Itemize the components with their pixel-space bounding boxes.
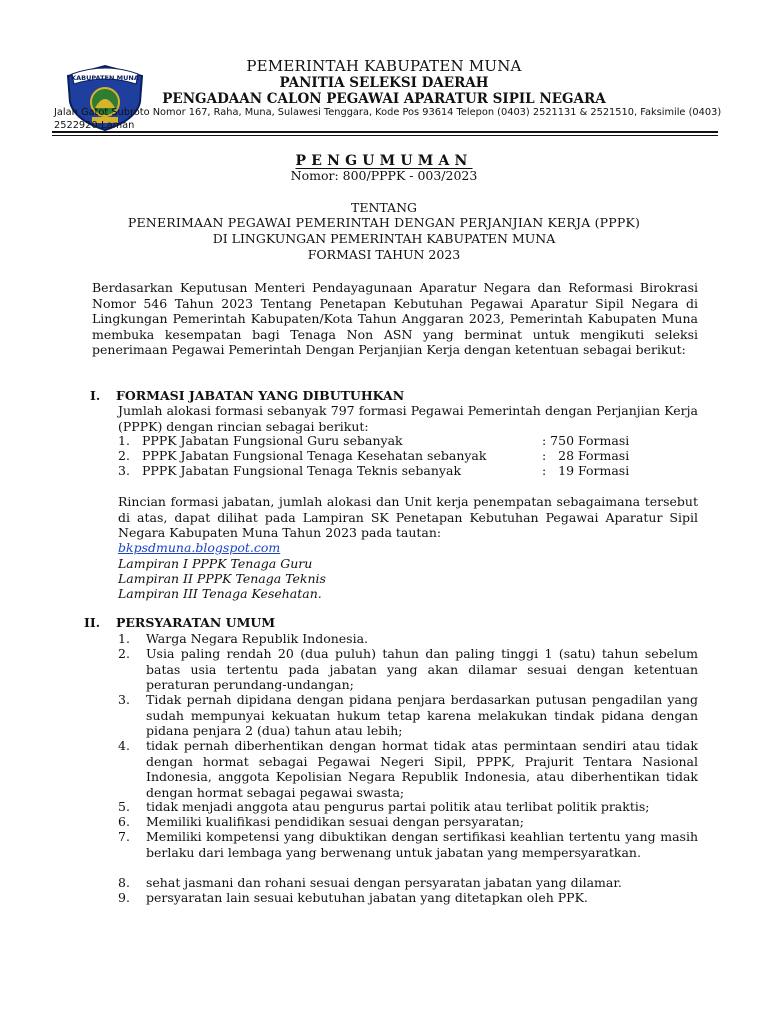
- list-item-label: PPPK Jabatan Fungsional Tenaga Kesehatan sebanyak: [142, 448, 487, 463]
- header-line-1: PEMERINTAH KABUPATEN MUNA: [246, 57, 522, 75]
- list-item-text: Usia paling rendah 20 (dua puluh) tahun dan paling tinggi 1 (satu) tahun sebelum batas usia tertentu pada jabatan yang akan dilamar sesuai dengan ketentuan peraturan perundang-undangan;: [146, 646, 698, 692]
- list-item-text: tidak menjadi anggota atau pengurus partai politik atau terlibat politik praktis;: [146, 799, 650, 814]
- list-item-number: 7.: [118, 829, 130, 844]
- list-item-text: tidak pernah diberhentikan dengan hormat tidak atas permintaan sendiri atau tidak dengan hormat sebagai Pegawai Negeri Sipil, PPPK, Prajurit Tentara Nasional Indonesia, anggota Kepolisian Negara Republik Indonesia, atau diberhentikan tidak dengan hormat sebagai pegawai swasta;: [146, 738, 698, 800]
- blog-link-text[interactable]: bkpsdmuna.blogspot.com: [118, 540, 281, 555]
- subject-label: TENTANG: [350, 200, 417, 215]
- list-item: [118, 738, 698, 800]
- section-1-detail: Rincian formasi jabatan, jumlah alokasi dan Unit kerja penempatan sebagaimana tersebut di atas, dapat dilihat pada Lampiran SK Penetapan Kebutuhan Pegawai Aparatur Sipil Negara Kabupaten Muna Tahun 2023 pada tautan:: [118, 494, 698, 540]
- list-item: [118, 631, 698, 647]
- list-item: [118, 646, 698, 693]
- list-item-text: Memiliki kompetensi yang dibuktikan dengan sertifikasi keahlian tertentu yang masih berlaku dari lembaga yang berwenang untuk jabatan yang mempersyaratkan.: [146, 829, 698, 860]
- list-item-number: 8.: [118, 875, 130, 890]
- attachment-2: Lampiran II PPPK Tenaga Teknis: [118, 571, 326, 586]
- list-item-number: 1.: [118, 631, 130, 646]
- section-1-title: FORMASI JABATAN YANG DIBUTUHKAN: [116, 388, 405, 403]
- section-1-intro: Jumlah alokasi formasi sebanyak 797 formasi Pegawai Pemerintah dengan Perjanjian Kerja (PPPK) dengan rincian sebagai berikut:: [118, 403, 698, 434]
- list-item: [118, 890, 698, 906]
- list-item-number: 5.: [118, 799, 130, 814]
- header-rule-thin: [52, 135, 718, 136]
- list-item: [118, 814, 698, 830]
- section-1-number: I.: [90, 388, 101, 403]
- blog-link[interactable]: [118, 540, 280, 556]
- list-item-number: 1.: [118, 433, 130, 448]
- section-2-number: II.: [84, 615, 101, 630]
- list-item-text: persyaratan lain sesuai kebutuhan jabatan yang ditetapkan oleh PPK.: [146, 890, 588, 905]
- list-item-text: sehat jasmani dan rohani sesuai dengan persyaratan jabatan yang dilamar.: [146, 875, 622, 890]
- list-item-value: : 19 Formasi: [542, 463, 630, 478]
- document-number: Nomor: 800/PPPK - 003/2023: [290, 168, 478, 183]
- header-line-2: PANITIA SELEKSI DAERAH: [279, 75, 489, 91]
- list-item-label: PPPK Jabatan Fungsional Guru sebanyak: [142, 433, 403, 448]
- subject-line-1: PENERIMAAN PEGAWAI PEMERINTAH DENGAN PERJANJIAN KERJA (PPPK): [127, 215, 641, 230]
- attachment-1: Lampiran I PPPK Tenaga Guru: [118, 556, 313, 571]
- list-item-number: 9.: [118, 890, 130, 905]
- attachment-3: Lampiran III Tenaga Kesehatan.: [118, 586, 322, 601]
- list-item: [118, 799, 698, 815]
- list-item-number: 4.: [118, 738, 130, 753]
- list-item-number: 2.: [118, 448, 130, 463]
- list-item-number: 6.: [118, 814, 130, 829]
- logo-text: KABUPATEN MUNA: [71, 74, 139, 82]
- list-item: [118, 692, 698, 739]
- intro-paragraph: Berdasarkan Keputusan Menteri Pendayagunaan Aparatur Negara dan Reformasi Birokrasi Nomor 546 Tahun 2023 Tentang Penetapan Kebutuhan Pegawai Aparatur Sipil Negara di Lingkungan Pemerintah Kabupaten/Kota Tahun Anggaran 2023, Pemerintah Kabupaten Muna membuka kesempatan bagi Tenaga Non ASN yang berminat untuk mengikuti seleksi penerimaan Pegawai Pemerintah Dengan Perjanjian Kerja dengan ketentuan sebagai berikut:: [92, 280, 698, 357]
- list-item-text: Memiliki kualifikasi pendidikan sesuai dengan persyaratan;: [146, 814, 525, 829]
- document-title: PENGUMUMAN: [295, 153, 473, 169]
- header-address: Jalan Gatot Subroto Nomor 167, Raha, Muna, Sulawesi Tenggara, Kode Pos 93614 Telepon (0403) 2521131 & 2521510, Faksimile (0403) 2522920-Laman: [54, 107, 722, 131]
- list-item-label: PPPK Jabatan Fungsional Tenaga Teknis sebanyak: [142, 463, 462, 478]
- subject-line-2: DI LINGKUNGAN PEMERINTAH KABUPATEN MUNA: [212, 231, 556, 246]
- subject-line-3: FORMASI TAHUN 2023: [307, 247, 461, 262]
- list-item-number: 3.: [118, 692, 130, 707]
- list-item-number: 3.: [118, 463, 130, 478]
- list-item-text: Tidak pernah dipidana dengan pidana penjara berdasarkan putusan pengadilan yang sudah mempunyai kekuatan hukum tetap karena melakukan tindak pidana dengan pidana penjara 2 (dua) tahun atau lebih;: [146, 692, 698, 738]
- header-rule-thick: [52, 131, 718, 133]
- list-item-value: : 28 Formasi: [542, 448, 630, 463]
- list-item: [118, 829, 698, 860]
- list-item: [118, 875, 698, 891]
- list-item-value: : 750 Formasi: [542, 433, 630, 448]
- header-line-3: PENGADAAN CALON PEGAWAI APARATUR SIPIL NEGARA: [162, 91, 606, 107]
- list-item-number: 2.: [118, 646, 130, 661]
- section-2-title: PERSYARATAN UMUM: [116, 615, 276, 630]
- list-item-text: Warga Negara Republik Indonesia.: [146, 631, 369, 646]
